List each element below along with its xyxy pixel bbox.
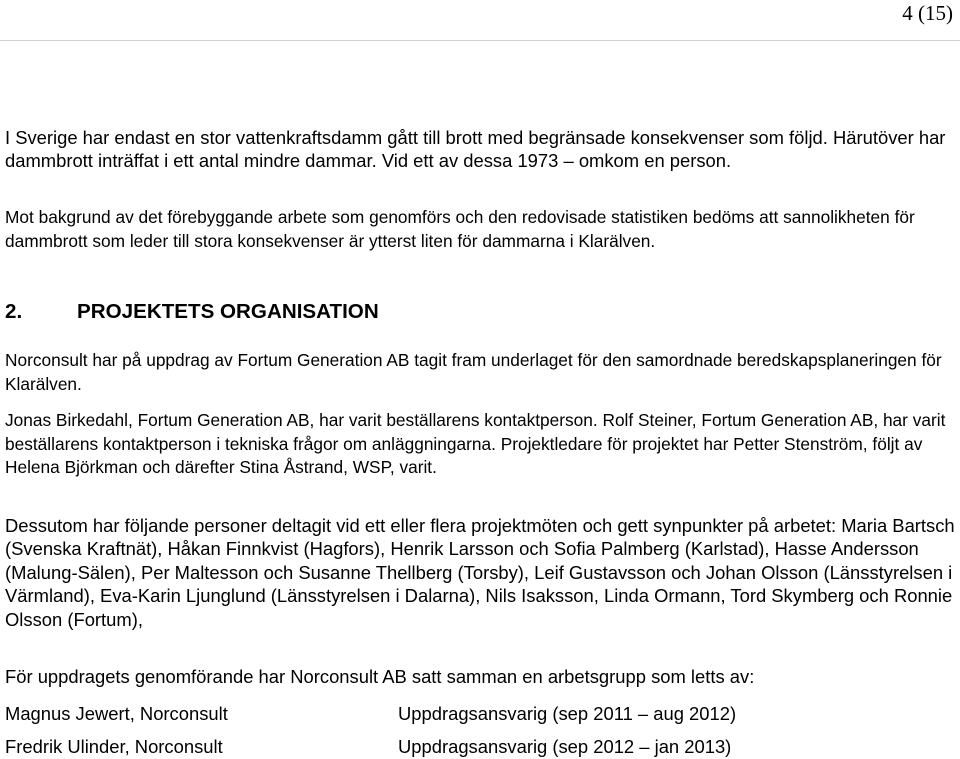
section-number: 2. xyxy=(5,300,23,323)
section-heading xyxy=(5,300,955,324)
team-member-role: Uppdragsansvarig (sep 2011 – aug 2012) xyxy=(398,703,737,724)
page-number: 4 (15) xyxy=(902,1,953,25)
section-paragraph-3: Dessutom har följande personer deltagit vid ett eller flera projektmöten och gett synpunkter på arbetet: Maria Bartsch (Svenska Kraftnät), Håkan Finnkvist (Hagfors), Henrik Larsson och Sofia Palmberg (Karlstad), Hasse Andersson (Malung-Sälen), Per Maltesson och Susanne Thellberg (Torsby), Leif Gustavsson och Johan Olsson (Länsstyrelsen i Värmland), Eva-Karin Ljunglund (Länsstyrelsen i Dalarna), Nils Isaksson, Linda Ormann, Tord Skymberg och Ronnie Olsson (Fortum), xyxy=(5,515,955,630)
team-member-role: Uppdragsansvarig (sep 2012 – jan 2013) xyxy=(398,736,732,757)
intro-paragraph-2: Mot bakgrund av det förebyggande arbete som genomförs och den redovisade statistiken bedöms att sannolikheten för dammbrott som leder till stora konsekvenser är ytterst liten för dammarna i Klarälven. xyxy=(5,207,915,251)
section-title: PROJEKTETS ORGANISATION xyxy=(77,300,379,323)
section-paragraph-4: För uppdragets genomförande har Norconsult AB satt samman en arbetsgrupp som letts av: xyxy=(5,666,755,687)
team-member-name: Fredrik Ulinder, Norconsult xyxy=(5,736,223,757)
team-member-name: Magnus Jewert, Norconsult xyxy=(5,703,228,724)
header-divider xyxy=(0,40,960,41)
intro-paragraph-1: I Sverige har endast en stor vattenkraftsdamm gått till brott med begränsade konsekvenser som följd. Härutöver har dammbrott inträffat i ett antal mindre dammar. Vid ett av dessa 1973 – omkom en person. xyxy=(5,127,946,172)
section-paragraph-2: Jonas Birkedahl, Fortum Generation AB, har varit beställarens kontaktperson. Rolf Steiner, Fortum Generation AB, har varit beställarens kontaktperson i tekniska frågor om anläggningarna. Projektledare för projektet har Petter Stenström, följt av Helena Björkman och därefter Stina Åstrand, WSP, varit. xyxy=(5,410,946,478)
section-paragraph-1: Norconsult har på uppdrag av Fortum Generation AB tagit fram underlaget för den samordnade beredskapsplaneringen för Klarälven. xyxy=(5,350,942,394)
